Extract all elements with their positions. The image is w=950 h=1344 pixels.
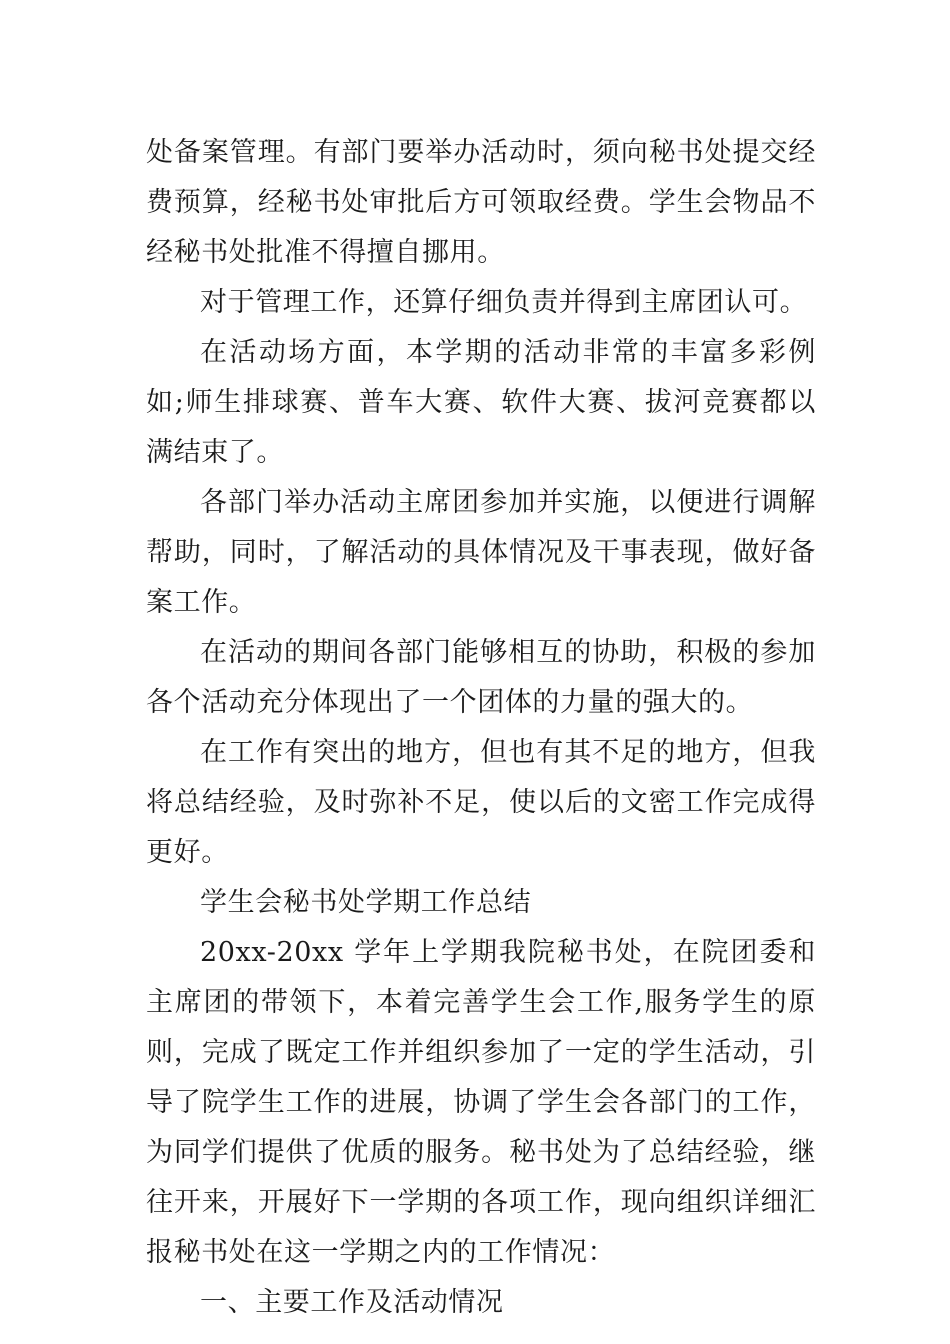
paragraph-7: 20xx-20xx 学年上学期我院秘书处，在院团委和主席团的带领下，本着完善学生会工作,服务学生的原则，完成了既定工作并组织参加了一定的学生活动，引导了院学生工作的进展，协调了学生会各部门的工作，为同学们提供了优质的服务。秘书处为了总结经验，继往开来，开展好下一学期的各项工作，现向组织详细汇报秘书处在这一学期之内的工作情况：: [146, 937, 816, 1268]
paragraph-6: 在工作有突出的地方，但也有其不足的地方，但我将总结经验，及时弥补不足，使以后的文密工作完成得更好。: [146, 737, 816, 868]
paragraph-3: 在活动场方面，本学期的活动非常的丰富多彩例如;师生排球赛、普车大赛、软件大赛、拔河竞赛都以满结束了。: [146, 337, 816, 468]
paragraph-5: 在活动的期间各部门能够相互的协助，积极的参加各个活动充分体现出了一个团体的力量的强大的。: [146, 637, 816, 718]
paragraph-4: 各部门举办活动主席团参加并实施，以便进行调解帮助，同时，了解活动的具体情况及干事表现，做好备案工作。: [146, 487, 816, 618]
document-body: [146, 128, 816, 1328]
section-title: 学生会秘书处学期工作总结: [200, 887, 532, 918]
paragraph-1: 处备案管理。有部门要举办活动时，须向秘书处提交经费预算，经秘书处审批后方可领取经费。学生会物品不经秘书处批准不得擅自挪用。: [146, 137, 816, 268]
paragraph-2: 对于管理工作，还算仔细负责并得到主席团认可。: [200, 287, 808, 318]
subsection-heading: 一、主要工作及活动情况: [200, 1287, 504, 1318]
